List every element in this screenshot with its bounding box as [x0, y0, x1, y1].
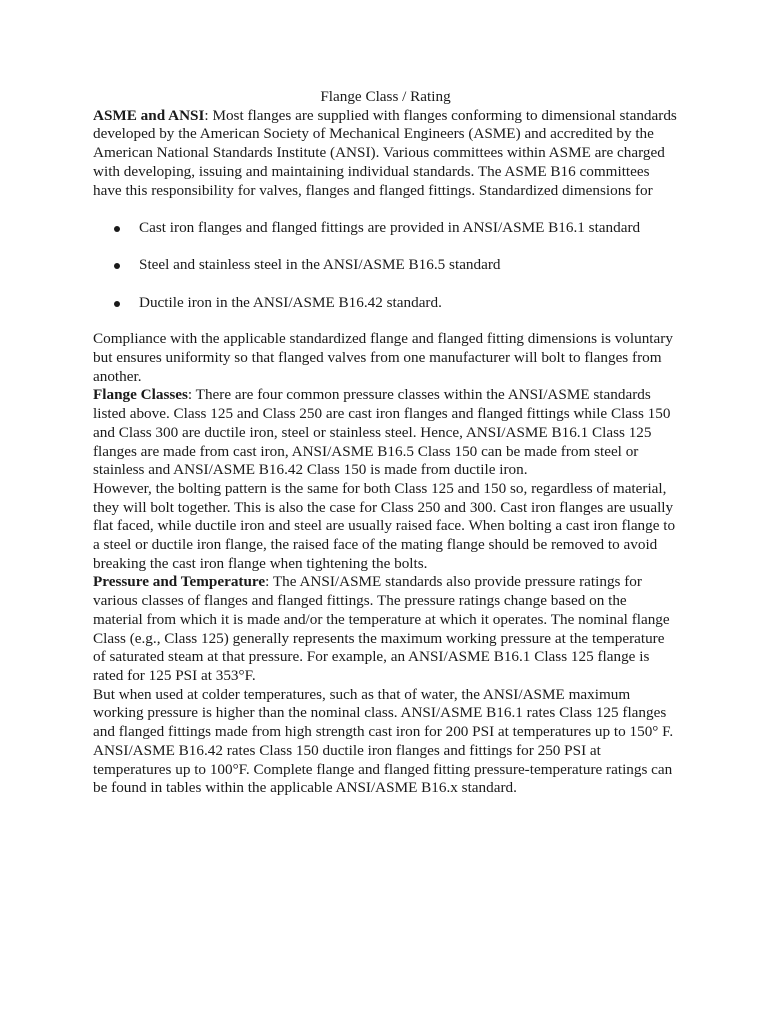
bolting-paragraph: However, the bolting pattern is the same for both Class 125 and 150 so, regardless of material, they will bolt together. This is also the case for Class 250 and 300. Cast iron flanges are usually flat faced, while ductile iron and steel are usually raised face. When bolting a cast iron flange to a steel or ductile iron flange, the raised face of the mating flange should be removed to avoid breaking the cast iron flange when tightening the bolts. — [93, 479, 676, 572]
list-item-text: Ductile iron in the ANSI/ASME B16.42 standard. — [139, 293, 442, 311]
intro-text: : Most flanges are supplied with flanges conforming to dimensional standards developed by the American Society of Mechanical Engineers (ASME) and accredited by the American National Standards Institute (ANSI). Various committees within ASME are charged with developing, issuing and maintaining individual standards. The ASME B16 committees have this responsibility for valves, flanges and flanged fittings. Standardized dimensions for — [93, 106, 677, 199]
document-title: Flange Class / Rating — [320, 88, 451, 105]
document-page — [93, 88, 678, 798]
compliance-paragraph: Compliance with the applicable standardized flange and flanged fitting dimensions is voluntary but ensures uniformity so that flanged valves from one manufacturer will bolt to flanges from another. — [93, 330, 673, 385]
pressure-temperature-heading: Pressure and Temperature — [93, 573, 266, 591]
list-item — [93, 256, 679, 275]
list-item-text: Cast iron flanges and flanged fittings are provided in ANSI/ASME B16.1 standard — [139, 219, 641, 237]
standards-list — [93, 219, 678, 312]
flange-classes-heading: Flange Classes — [93, 386, 188, 404]
intro-paragraph — [93, 107, 678, 201]
bullet-icon — [114, 301, 120, 307]
bullet-icon — [114, 263, 120, 269]
list-item — [93, 219, 679, 238]
flange-classes-text: : There are four common pressure classes within the ANSI/ASME standards listed above. Class 125 and Class 250 are cast iron flanges and flanged fittings while Class 150 and Class 300 are ductile iron, steel or stainless steel. Hence, ANSI/ASME B16.1 Class 125 flanges are made from cast iron, ANSI/ASME B16.5 Class 150 can be made from steel or stainless and ANSI/ASME B16.42 Class 150 is made from ductile iron. — [93, 386, 671, 479]
colder-temperatures-paragraph: But when used at colder temperatures, such as that of water, the ANSI/ASME maximum working pressure is higher than the nominal class. ANSI/ASME B16.1 rates Class 125 flanges and flanged fittings made from high strength cast iron for 200 PSI at temperatures up to 150° F. ANSI/ASME B16.42 rates Class 150 ductile iron flanges and fittings for 250 PSI at temperatures up to 100°F. Complete flange and flanged fitting pressure-temperature ratings can be found in tables within the applicable ANSI/ASME B16.x standard. — [93, 685, 674, 797]
bullet-icon — [114, 226, 120, 232]
flange-classes-paragraph — [93, 386, 678, 480]
pressure-temperature-text: : The ANSI/ASME standards also provide pressure ratings for various classes of flanges and flanged fittings. The pressure ratings change based on the material from which it is made and/or the temperature at which it operates. The nominal flange Class (e.g., Class 125) generally represents the maximum working pressure at the temperature of saturated steam at that pressure. For example, an ANSI/ASME B16.1 Class 125 flange is rated for 125 PSI at 353°F. — [93, 573, 670, 684]
pressure-temperature-paragraph — [93, 573, 678, 685]
list-item-text: Steel and stainless steel in the ANSI/ASME B16.5 standard — [139, 255, 501, 273]
list-item — [93, 294, 679, 313]
intro-heading: ASME and ANSI — [93, 106, 205, 124]
